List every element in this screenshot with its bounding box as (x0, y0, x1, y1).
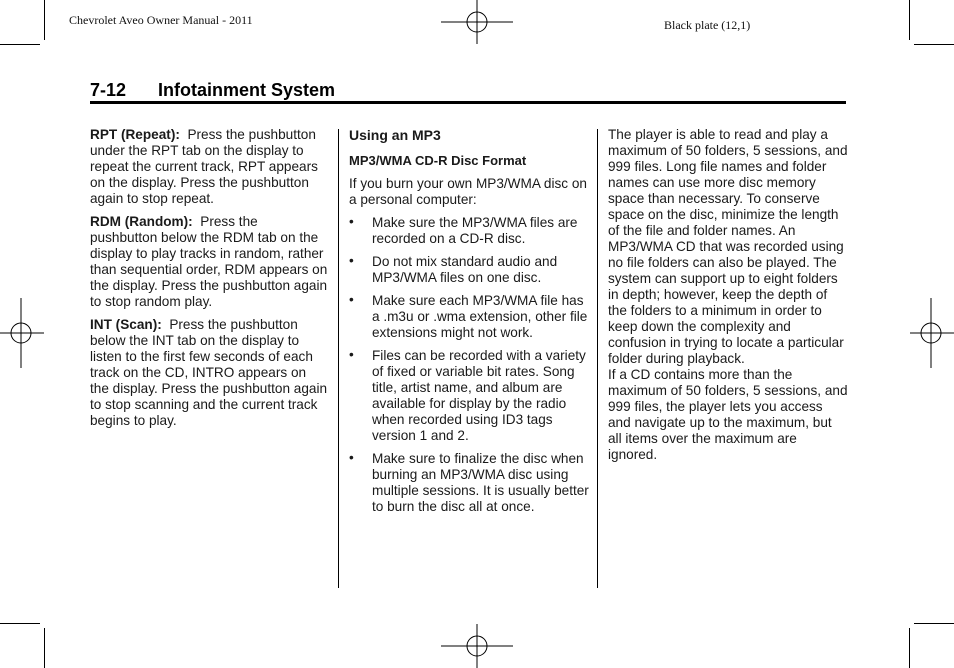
rdm-text: Press the pushbutton below the RDM tab on the display to play tracks in random, rather than sequential order, RDM appears on the display. Press the pushbutton again to stop random play. (90, 214, 328, 309)
rpt-paragraph (90, 127, 328, 207)
crop-mark (44, 0, 45, 40)
registration-mark-top (441, 0, 513, 45)
section-title: Infotainment System (158, 80, 336, 100)
registration-mark-bottom (441, 624, 513, 668)
title-rule (90, 101, 846, 104)
over-maximum-paragraph: If a CD contains more than the maximum of 50 folders, 5 sessions, and 999 files, the player lets you access and navigate up to the maximum, but all items over the maximum are ignored. (608, 367, 848, 462)
crop-mark (914, 44, 954, 45)
list-item: • Make sure to finalize the disc when burning an MP3/WMA disc using multiple sessions. It is usually better to burn the disc all at once. (349, 450, 589, 514)
bullet-icon: • (349, 214, 354, 229)
bullet-icon: • (349, 292, 354, 307)
int-text: Press the pushbutton below the INT tab on the display to listen to the first few seconds of each track on the CD, INTRO appears on the display. Press the pushbutton again to stop scanning and the current track begins to play. (90, 317, 328, 428)
column-divider (338, 129, 339, 588)
rpt-text: Press the pushbutton under the RPT tab on the display to repeat the current track, RPT appears on the display. Press the pushbutton again to stop repeat. (90, 127, 318, 206)
mp3-intro: If you burn your own MP3/WMA disc on a personal computer: (349, 176, 587, 207)
player-capacity-paragraph: The player is able to read and play a maximum of 50 folders, 5 sessions, and 999 files. Long file names and folder names can use more disc memory space than necessary. To conserve space on the disc, minimize the length of the file and folder names. An MP3/WMA CD that was recorded using no file folders can also be played. The system can support up to eight folders in depth; however, keep the depth of the folders to a minimum in order to keep down the complexity and confusion in trying to locate a particular folder during playback. (608, 127, 848, 366)
list-item: • Make sure each MP3/WMA file has a .m3u or .wma extension, other file extensions might not work. (349, 292, 588, 340)
rpt-term: RPT (Repeat): (90, 127, 180, 142)
rdm-paragraph (90, 214, 328, 310)
list-item: • Do not mix standard audio and MP3/WMA files on one disc. (349, 253, 558, 285)
int-term: INT (Scan): (90, 317, 162, 332)
crop-mark (909, 0, 910, 40)
mp3-bullet-list (349, 215, 589, 515)
column-1 (90, 127, 328, 436)
bullet-icon: • (349, 347, 354, 362)
crop-mark (909, 628, 910, 668)
int-paragraph (90, 317, 328, 429)
crop-mark (914, 623, 954, 624)
crop-mark (0, 44, 40, 45)
list-item: • Make sure the MP3/WMA files are recorded on a CD-R disc. (349, 214, 578, 246)
list-item: • Files can be recorded with a variety of fixed or variable bit rates. Song title, artist name, and album are available for display by the radio when recorded using ID3 tags version 1 and 2. (349, 347, 586, 443)
rdm-term: RDM (Random): (90, 214, 193, 229)
registration-mark-left (0, 298, 45, 368)
disc-format-subheading: MP3/WMA CD-R Disc Format (349, 153, 527, 168)
bullet-icon: • (349, 253, 354, 268)
section-heading (90, 80, 335, 101)
crop-mark (44, 628, 45, 668)
column-2 (349, 127, 589, 522)
registration-mark-right (909, 298, 954, 368)
bullet-icon: • (349, 450, 354, 465)
book-title: Chevrolet Aveo Owner Manual - 2011 (69, 13, 253, 27)
crop-mark (0, 623, 40, 624)
mp3-heading: Using an MP3 (349, 127, 441, 143)
column-divider (597, 129, 598, 588)
page-number: 7-12 (90, 80, 127, 100)
column-3 (608, 127, 848, 463)
plate-label: Black plate (12,1) (664, 18, 751, 32)
